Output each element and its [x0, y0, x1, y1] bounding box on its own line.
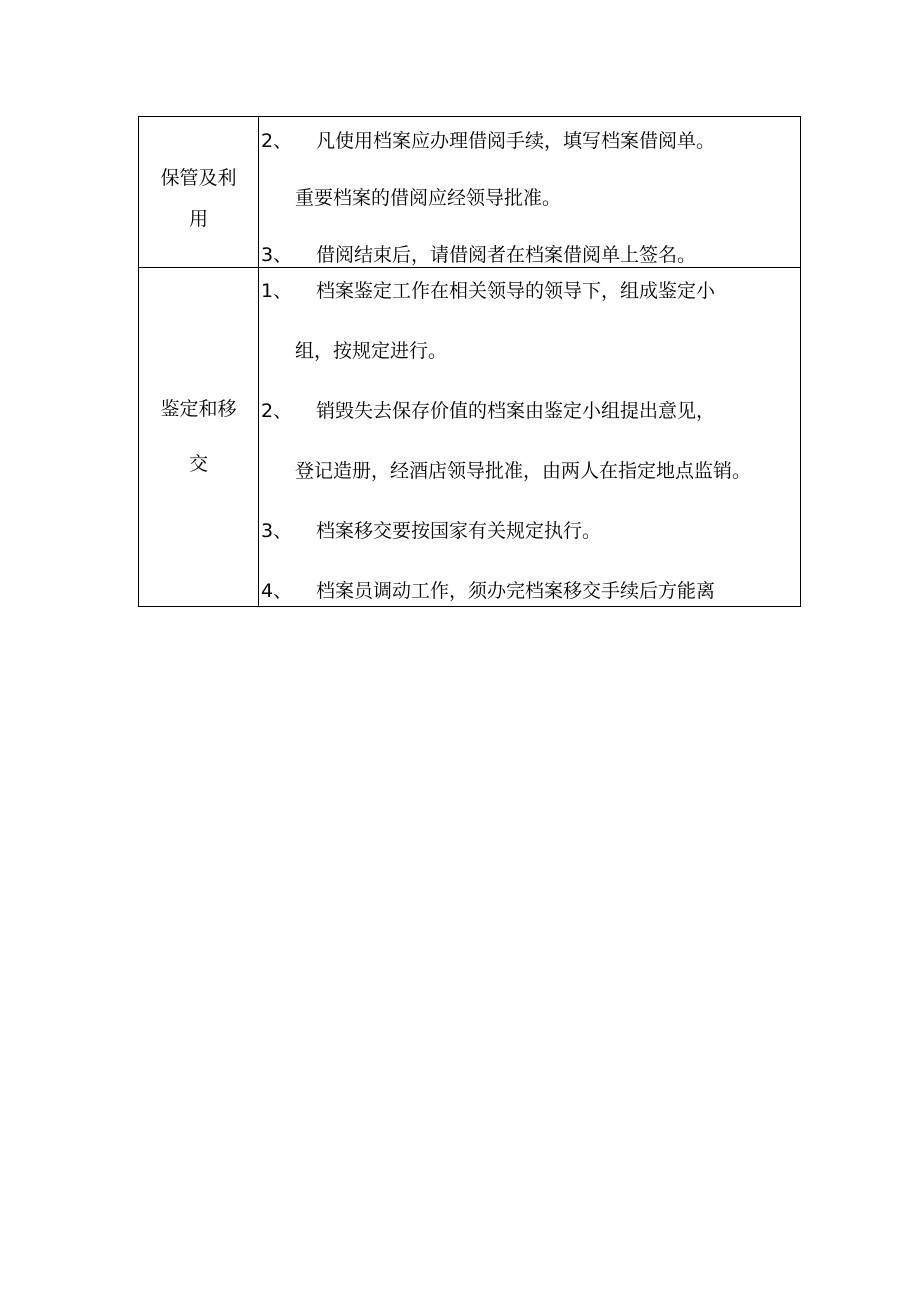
table-row — [139, 117, 801, 268]
item-text-continued: 组，按规定进行。 — [295, 340, 448, 362]
item-text-continued: 登记造册，经酒店领导批准，由两人在指定地点监销。 — [295, 460, 752, 482]
list-item — [259, 396, 800, 483]
item-number: 1、 — [261, 280, 293, 302]
item-text: 凡使用档案应办理借阅手续，填写档案借阅单。 — [316, 130, 716, 152]
item-number: 2、 — [261, 130, 293, 152]
list-item — [259, 240, 800, 267]
item-text-continued: 重要档案的借阅应经领导批准。 — [295, 187, 562, 209]
item-text: 档案鉴定工作在相关领导的领导下，组成鉴定小 — [316, 280, 716, 302]
list-item — [259, 276, 800, 363]
row-content-cell — [259, 268, 801, 607]
item-number: 4、 — [261, 580, 293, 602]
row-label-line: 鉴定和移 — [160, 398, 237, 420]
document-table — [138, 116, 801, 607]
item-number: 3、 — [261, 244, 293, 266]
item-number: 2、 — [261, 400, 293, 422]
row-label-line: 用 — [188, 208, 208, 230]
item-text: 档案员调动工作，须办完档案移交手续后方能离 — [316, 580, 716, 602]
row-content-cell — [259, 117, 801, 268]
item-text: 借阅结束后，请借阅者在档案借阅单上签名。 — [316, 244, 697, 266]
item-text: 档案移交要按国家有关规定执行。 — [316, 520, 602, 542]
row-label-line: 交 — [188, 453, 208, 475]
row-label-cell — [139, 268, 259, 607]
list-item — [259, 126, 800, 210]
table-row — [139, 268, 801, 607]
item-number: 3、 — [261, 520, 293, 542]
row-label-line: 保管及利 — [160, 167, 237, 189]
list-item — [259, 516, 800, 543]
item-text: 销毁失去保存价值的档案由鉴定小组提出意见， — [316, 400, 716, 422]
row-label-cell — [139, 117, 259, 268]
list-item — [259, 576, 800, 603]
